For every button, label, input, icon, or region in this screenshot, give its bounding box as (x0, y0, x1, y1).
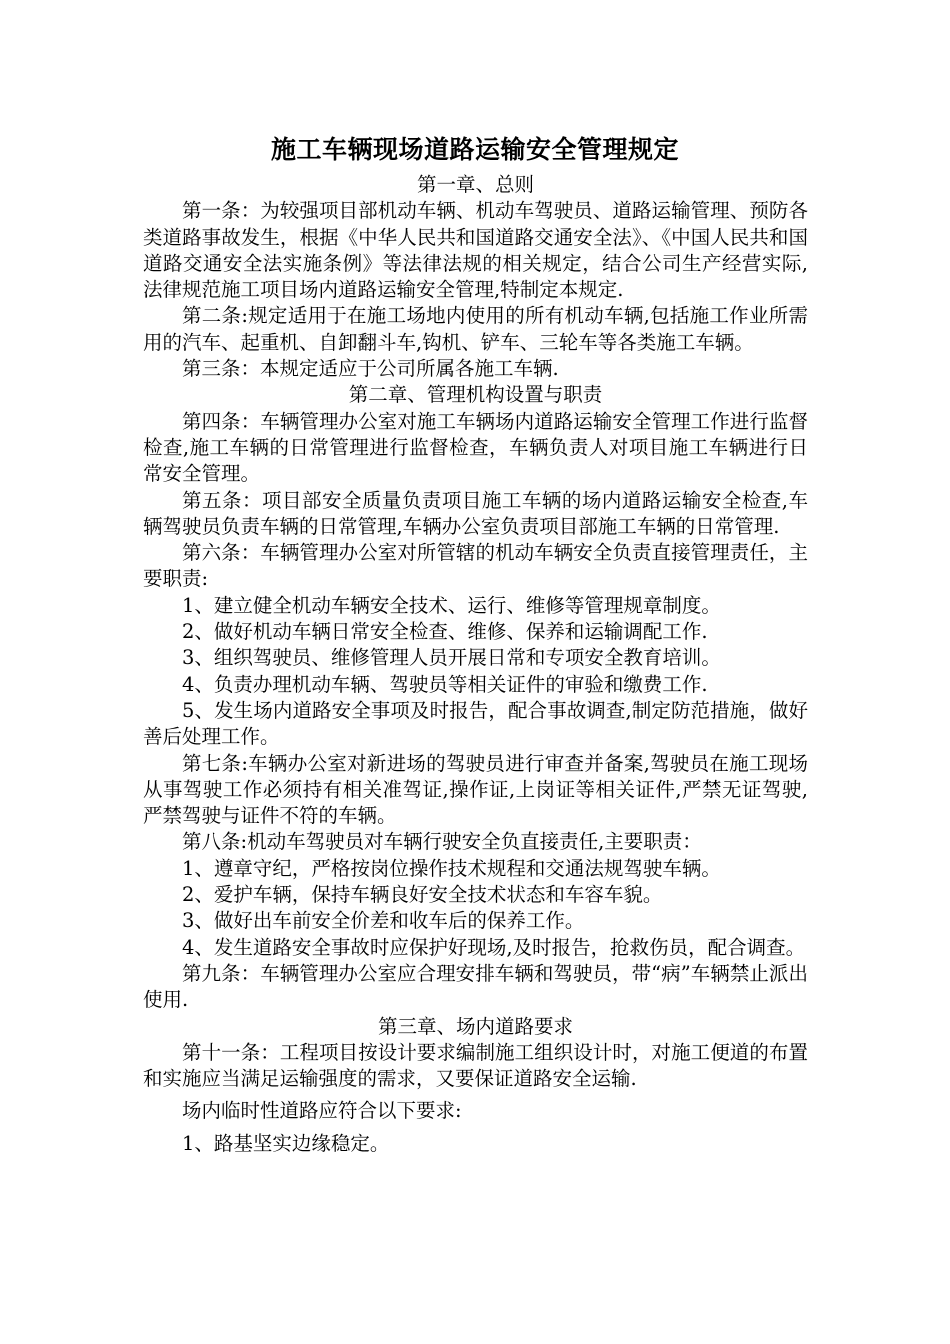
article-paragraph: 第六条：车辆管理办公室对所管辖的机动车辆安全负责直接管理责任，主要职责: (143, 541, 808, 591)
article-paragraph: 第七条:车辆办公室对新进场的驾驶员进行审查并备案,驾驶员在施工现场从事驾驶工作必须持有相关准驾证,操作证,上岗证等相关证件,严禁无证驾驶,严禁驾驶与证件不符的车辆。 (143, 751, 808, 828)
list-item: 1、路基坚实边缘稳定。 (182, 1131, 390, 1155)
article-paragraph: 场内临时性道路应符合以下要求: (182, 1099, 462, 1123)
article-paragraph: 第三条：本规定适应于公司所属各施工车辆. (182, 357, 559, 381)
list-item: 2、爱护车辆，保持车辆良好安全技术状态和车容车貌。 (182, 883, 663, 907)
article-paragraph: 第二条:规定适用于在施工场地内使用的所有机动车辆,包括施工作业所需用的汽车、起重机、自卸翻斗车,钩机、铲车、三轮车等各类施工车辆。 (143, 304, 808, 354)
list-item: 5、发生场内道路安全事项及时报告，配合事故调查,制定防范措施，做好善后处理工作。 (143, 698, 808, 749)
list-item: 1、建立健全机动车辆安全技术、运行、维修等管理规章制度。 (182, 593, 721, 617)
list-item: 3、做好出车前安全价差和收车后的保养工作。 (182, 909, 585, 933)
chapter-heading: 第二章、管理机构设置与职责 (348, 383, 603, 407)
list-item: 1、遵章守纪，严格按岗位操作技术规程和交通法规驾驶车辆。 (182, 856, 721, 880)
article-paragraph: 第八条:机动车驾驶员对车辆行驶安全负直接责任,主要职责： (182, 830, 702, 854)
document-title: 施工车辆现场道路运输安全管理规定 (270, 135, 679, 164)
chapter-heading: 第一章、总则 (416, 173, 534, 196)
chapter-heading: 第三章、场内道路要求 (377, 1014, 573, 1038)
article-paragraph: 第九条：车辆管理办公室应合理安排车辆和驾驶员，带“病”车辆禁止派出使用. (143, 961, 808, 1012)
list-item: 4、负责办理机动车辆、驾驶员等相关证件的审验和缴费工作. (182, 672, 708, 696)
list-item: 4、发生道路安全事故时应保护好现场,及时报告，抢救伤员，配合调查。 (182, 935, 806, 959)
article-paragraph: 第四条：车辆管理办公室对施工车辆场内道路运输安全管理工作进行监督检查,施工车辆的日常管理进行监督检查，车辆负责人对项目施工车辆进行日常安全管理。 (143, 409, 808, 486)
article-paragraph: 第五条：项目部安全质量负责项目施工车辆的场内道路运输安全检查,车辆驾驶员负责车辆的日常管理,车辆办公室负责项目部施工车辆的日常管理. (143, 488, 808, 538)
list-item: 2、做好机动车辆日常安全检查、维修、保养和运输调配工作. (182, 620, 708, 644)
article-paragraph: 第十一条：工程项目按设计要求编制施工组织设计时，对施工便道的布置和实施应当满足运输强度的需求，又要保证道路安全运输. (143, 1040, 808, 1091)
article-paragraph: 第一条：为较强项目部机动车辆、机动车驾驶员、道路运输管理、预防各类道路事故发生，根据《中华人民共和国道路交通安全法》、《中国人民共和国道路交通安全法实施条例》等法律法规的相关规定，结合公司生产经营实际,法律规范施工项目场内道路运输安全管理,特制定本规定. (143, 199, 808, 302)
document-body (143, 172, 808, 1157)
list-item: 3、组织驾驶员、维修管理人员开展日常和专项安全教育培训。 (182, 646, 721, 670)
